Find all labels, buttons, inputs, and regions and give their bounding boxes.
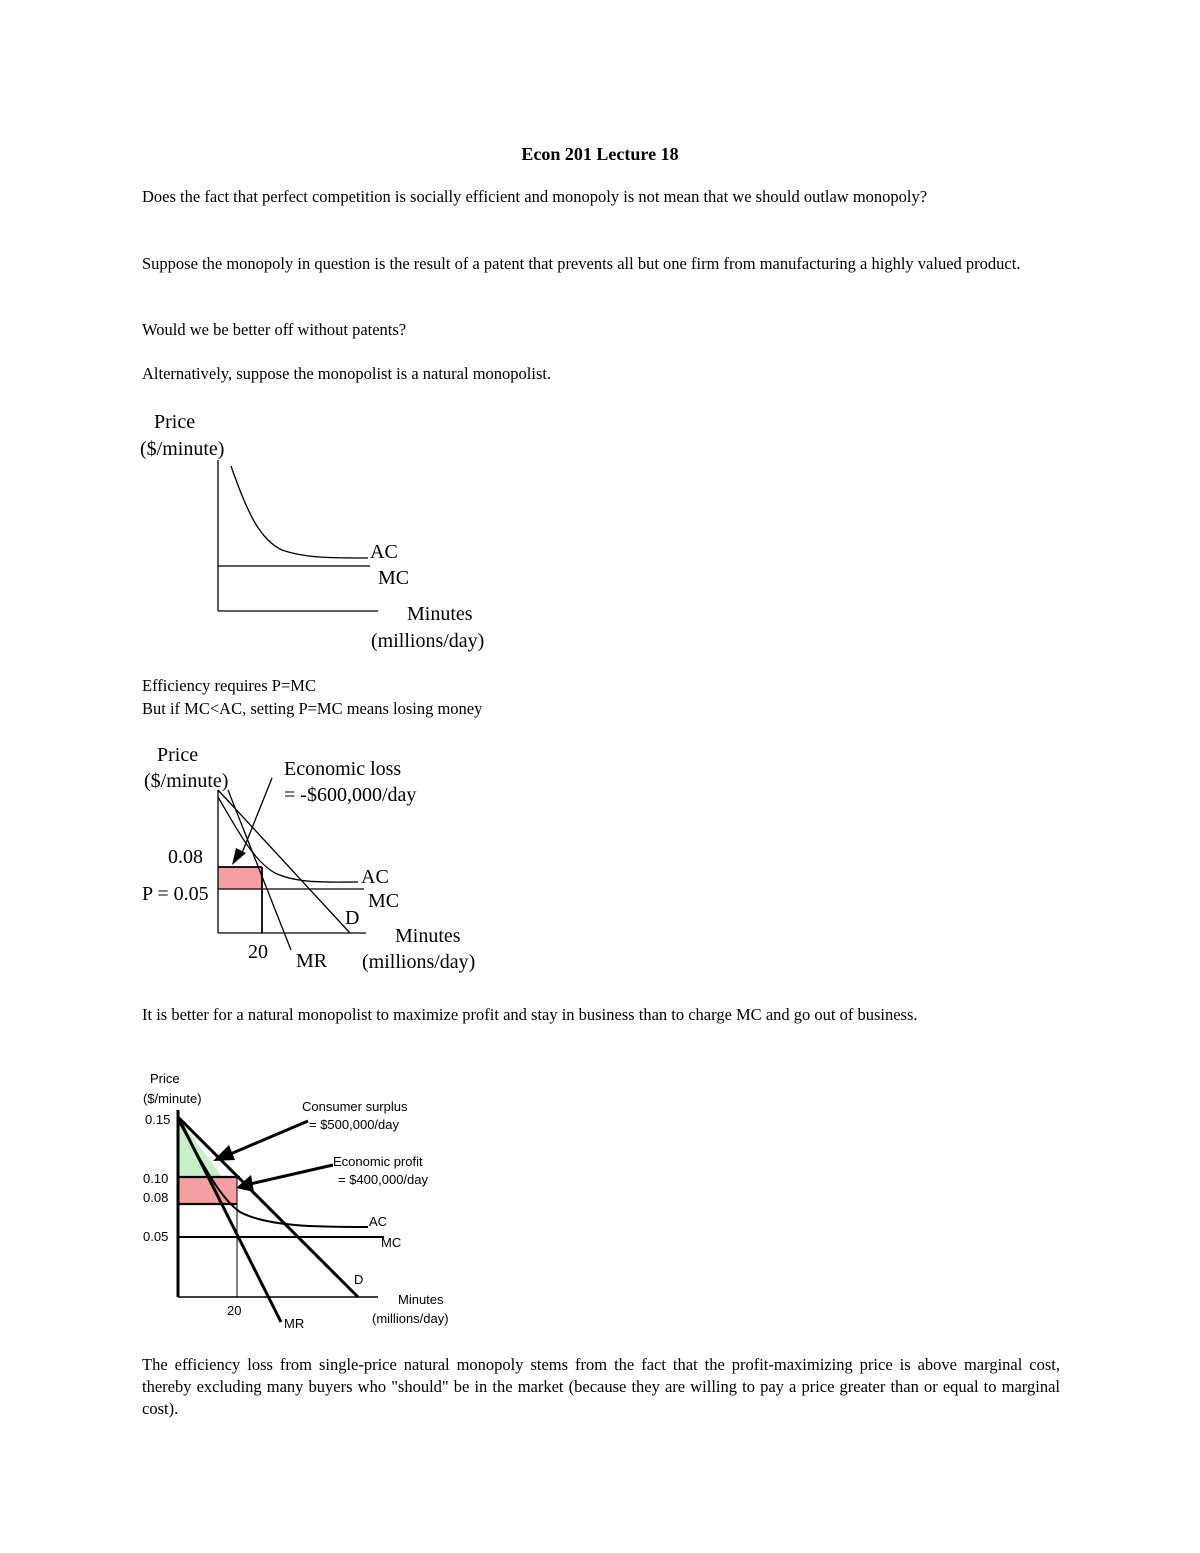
- fig2-mc-label: MC: [368, 890, 400, 912]
- paragraph-patent: Suppose the monopoly in question is the result of a patent that prevents all but one firm from manufacturing a highly valued product.: [142, 254, 1021, 273]
- fig3-profit-value: = $400,000/day: [338, 1172, 428, 1187]
- fig2-d-label: D: [345, 907, 360, 929]
- fig2-annotation-loss-value: = -$600,000/day: [284, 784, 417, 806]
- fig2-tick-0-08: 0.08: [168, 846, 203, 868]
- fig3-tick-0-08: 0.08: [143, 1190, 169, 1205]
- paragraph-losing-money: But if MC<AC, setting P=MC means losing money: [142, 699, 483, 718]
- page-title: Econ 201 Lecture 18: [521, 144, 679, 164]
- fig2-x-label-unit: (millions/day): [362, 951, 476, 973]
- paragraph-natural-monopolist: Alternatively, suppose the monopolist is a natural monopolist.: [142, 364, 552, 383]
- fig1-y-label-unit: ($/minute): [140, 438, 225, 460]
- fig1-y-label-price: Price: [154, 411, 196, 433]
- fig3-profit-label: Economic profit: [333, 1154, 423, 1169]
- fig3-y-label-unit: ($/minute): [143, 1091, 202, 1106]
- fig3-ac-label: AC: [369, 1214, 388, 1229]
- fig3-x-label-unit: (millions/day): [372, 1311, 449, 1326]
- fig2-x-label-minutes: Minutes: [395, 925, 461, 947]
- fig2-tick-p-0-05: P = 0.05: [142, 883, 209, 905]
- fig3-y-label-price: Price: [150, 1071, 180, 1086]
- paragraph-outlaw-monopoly: Does the fact that perfect competition is socially efficient and monopoly is not mean that we should outlaw monopoly?: [142, 187, 928, 206]
- fig3-tick-0-15: 0.15: [145, 1112, 171, 1127]
- fig3-cs-pointer: [228, 1121, 308, 1155]
- fig2-y-label-unit: ($/minute): [144, 770, 229, 792]
- fig1-x-label-minutes: Minutes: [407, 603, 473, 625]
- paragraph-without-patents: Would we be better off without patents?: [142, 320, 407, 339]
- fig1-mc-label: MC: [378, 567, 410, 589]
- fig3-cs-label: Consumer surplus: [302, 1099, 408, 1114]
- fig3-x-label-minutes: Minutes: [398, 1292, 444, 1307]
- fig2-mr-label: MR: [296, 950, 328, 972]
- fig3-tick-20: 20: [227, 1303, 242, 1318]
- fig3-mr-label: MR: [284, 1316, 305, 1331]
- fig3-consumer-surplus-area: [178, 1117, 222, 1177]
- fig1-ac-label: AC: [370, 541, 398, 563]
- fig2-y-label-price: Price: [157, 744, 199, 766]
- fig2-annotation-loss: Economic loss: [284, 758, 402, 780]
- fig3-tick-0-05: 0.05: [143, 1229, 169, 1244]
- fig3-demand-line: [178, 1117, 358, 1297]
- fig2-tick-20: 20: [248, 941, 268, 963]
- fig3-cs-value: = $500,000/day: [309, 1117, 399, 1132]
- paragraph-efficiency-loss: The efficiency loss from single-price natural monopoly stems from the fact that the profit-maximizing price is above marginal cost, thereby excluding many buyers who "should" be in the market (because they are willing to pay a price greater than or equal to marginal cost).: [142, 1355, 1060, 1418]
- fig3-mc-label: MC: [381, 1235, 402, 1250]
- fig3-profit-pointer: [250, 1165, 333, 1184]
- fig3-cs-arrowhead: [213, 1145, 235, 1161]
- fig2-ac-label: AC: [361, 866, 389, 888]
- fig3-d-label: D: [354, 1272, 364, 1287]
- paragraph-maximize-profit: It is better for a natural monopolist to maximize profit and stay in business than to charge MC and go out of business.: [142, 1005, 918, 1024]
- fig3-tick-0-10: 0.10: [143, 1171, 169, 1186]
- paragraph-efficiency-p-equals-mc: Efficiency requires P=MC: [142, 676, 316, 695]
- fig1-x-label-unit: (millions/day): [371, 630, 485, 652]
